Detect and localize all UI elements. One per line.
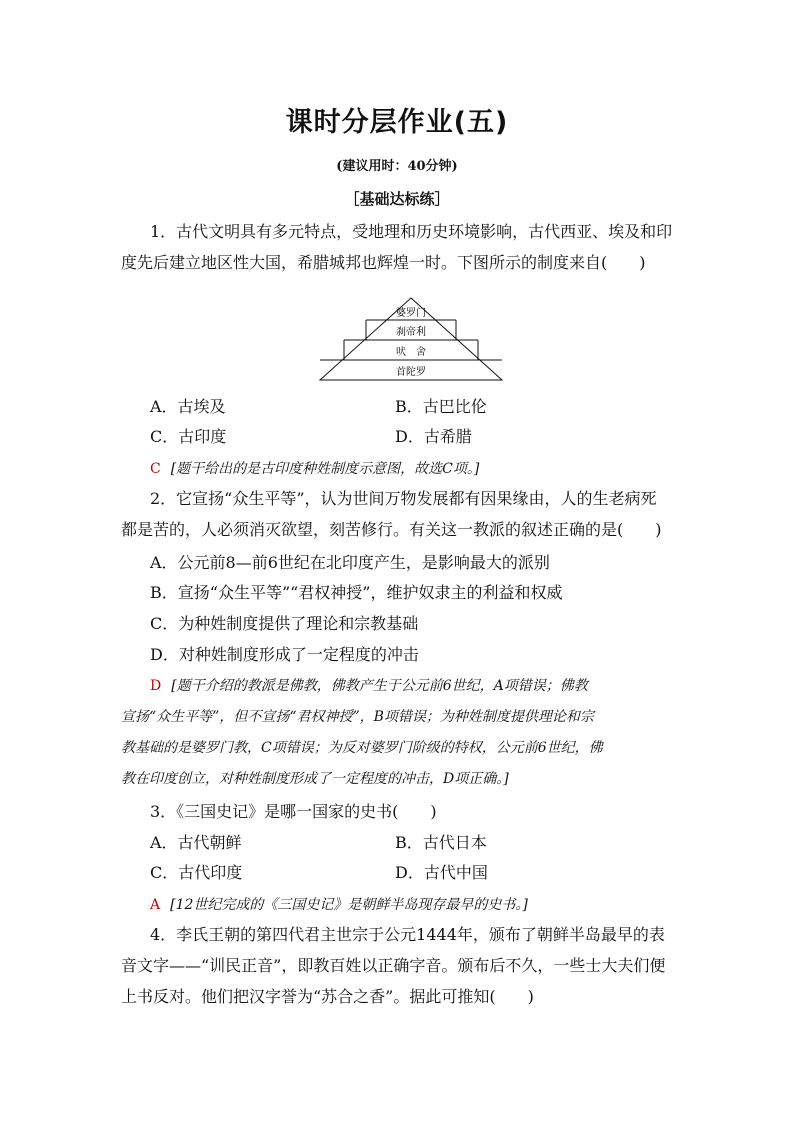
q2-answer-line3: 教基础的是婆罗门教，C项错误；为反对婆罗门阶级的特权，公元前6世纪，佛 bbox=[121, 740, 603, 756]
q2-answer-line1 bbox=[150, 676, 588, 696]
q2-option-b: B．宣扬“众生平等”“君权神授”，维护奴隶主的利益和权威 bbox=[150, 583, 563, 602]
q3-answer-explanation: [12世纪完成的《三国史记》是朝鲜半岛现存最早的史书。] bbox=[170, 897, 528, 913]
q2-answer-text1: [题干介绍的教派是佛教，佛教产生于公元前6世纪，A项错误；佛教 bbox=[171, 678, 588, 694]
q3-option-d: D．古代中国 bbox=[395, 863, 488, 882]
q4-stem-line3: 上书反对。他们把汉字誉为“苏合之香”。据此可推知( ) bbox=[121, 987, 534, 1006]
page-title: 课时分层作业(五) bbox=[285, 107, 509, 138]
q1-stem-line2: 度先后建立地区性大国，希腊城邦也辉煌一时。下图所示的制度来自( ) bbox=[121, 253, 646, 272]
pyramid-level-1: 婆罗门 bbox=[396, 308, 426, 319]
q1-option-d: D．古希腊 bbox=[395, 427, 472, 446]
q3-option-a: A．古代朝鲜 bbox=[150, 833, 242, 852]
q1-answer bbox=[150, 459, 479, 479]
q3-option-c: C．古代印度 bbox=[150, 863, 243, 882]
q2-answer-line2: 宣扬“众生平等”，但不宣扬“君权神授”，B项错误；为种姓制度提供理论和宗 bbox=[121, 709, 594, 725]
pyramid-level-4: 首陀罗 bbox=[396, 367, 426, 378]
pyramid-level-2: 刹帝利 bbox=[396, 327, 426, 338]
section-heading: ［基础达标练］ bbox=[344, 190, 450, 208]
q3-answer bbox=[150, 895, 528, 915]
q3-option-b: B．古代日本 bbox=[395, 833, 487, 852]
q1-option-a: A．古埃及 bbox=[150, 397, 226, 416]
q1-answer-explanation: [题干给出的是古印度种姓制度示意图，故选C项。] bbox=[170, 461, 480, 477]
q2-stem-line1: 2．它宣扬“众生平等”，认为世间万物发展都有因果缘由，人的生老病死 bbox=[150, 489, 657, 508]
q2-answer-key: D bbox=[150, 678, 162, 694]
q4-stem-line1: 4．李氏王朝的第四代君主世宗于公元1444年，颁布了朝鲜半岛最早的表 bbox=[150, 925, 665, 944]
q1-option-b: B．古巴比伦 bbox=[395, 397, 487, 416]
q3-answer-key: A bbox=[150, 897, 161, 913]
q2-stem-line2: 都是苦的，人必须消灭欲望，刻苦修行。有关这一教派的叙述正确的是( ) bbox=[121, 520, 662, 539]
q2-option-c: C．为种姓制度提供了理论和宗教基础 bbox=[150, 614, 419, 633]
pyramid-level-3: 吠 舍 bbox=[396, 347, 426, 358]
q2-option-a: A．公元前8—前6世纪在北印度产生，是影响最大的派别 bbox=[150, 553, 550, 572]
q1-stem-line1: 1．古代文明具有多元特点，受地理和历史环境影响，古代西亚、埃及和印 bbox=[150, 222, 673, 241]
q1-answer-key: C bbox=[150, 461, 161, 477]
q2-option-d: D．对种姓制度形成了一定程度的冲击 bbox=[150, 645, 419, 664]
q4-stem-line2: 音文字——“训民正音”，即教百姓以正确字音。颁布后不久，一些士大夫们便 bbox=[121, 956, 666, 975]
q1-option-c: C．古印度 bbox=[150, 427, 227, 446]
suggested-time: (建议用时：40分钟) bbox=[336, 159, 458, 174]
caste-pyramid-diagram bbox=[318, 296, 504, 384]
q2-answer-line4: 教在印度创立，对种姓制度形成了一定程度的冲击，D项正确。] bbox=[121, 771, 509, 787]
q3-stem: 3．《三国史记》是哪一国家的史书( ) bbox=[150, 802, 437, 821]
